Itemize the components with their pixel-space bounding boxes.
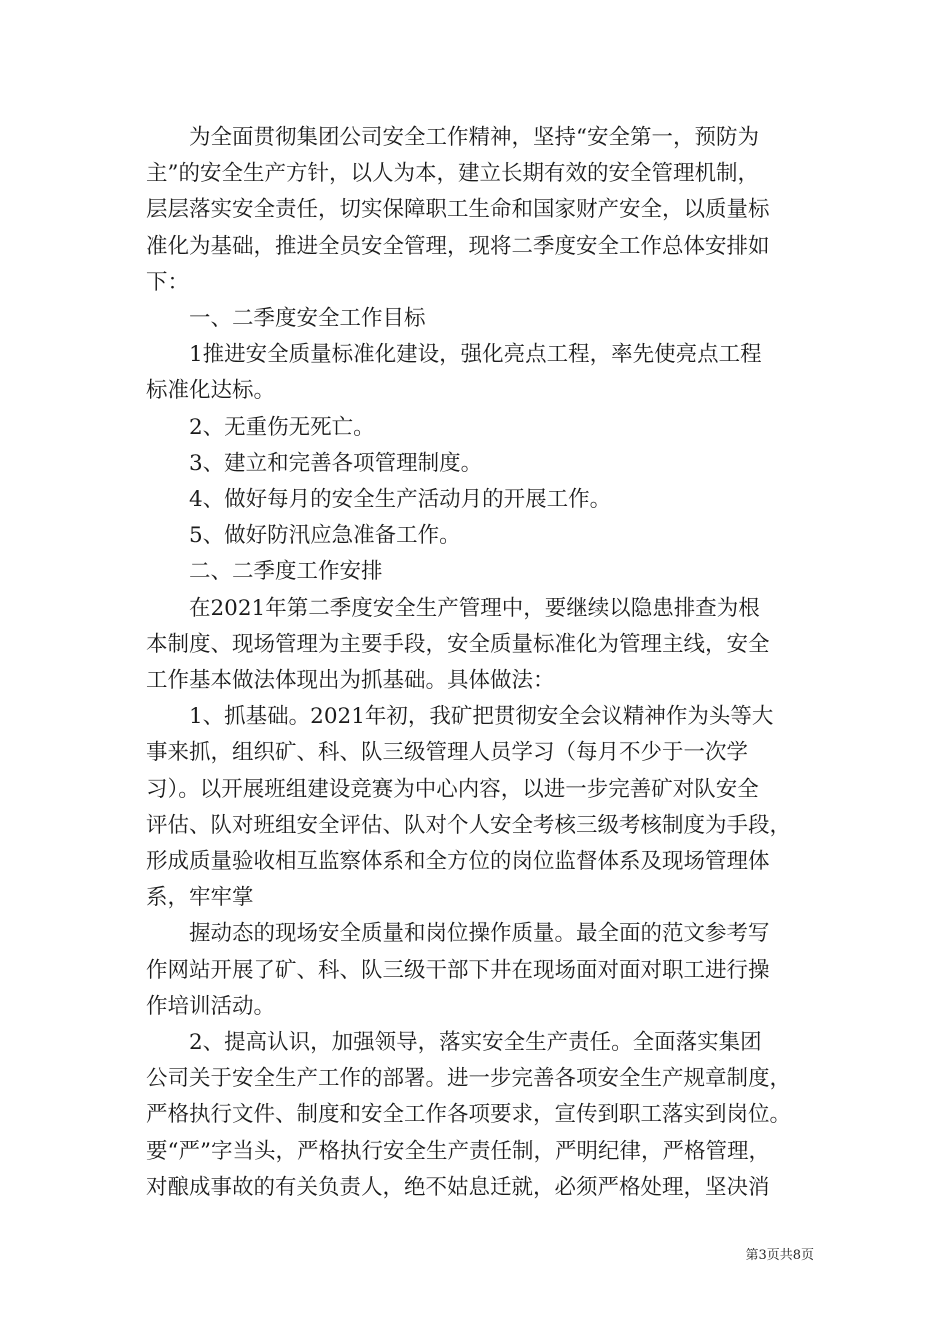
text-line: 系，牢牢掌 (146, 885, 254, 911)
page-number: 第3页共8页 (745, 1248, 814, 1263)
text-line: 形成质量验收相互监察体系和全方位的岗位监督体系及现场管理体 (146, 849, 770, 875)
text-line: 1推进安全质量标准化建设，强化亮点工程，率先使亮点工程 (189, 342, 762, 368)
text-line: 本制度、现场管理为主要手段，安全质量标准化为管理主线，安全 (146, 631, 770, 657)
paragraph-arrangements-intro (146, 591, 814, 700)
text-line: 准化为基础，推进全员安全管理，现将二季度安全工作总体安排如 (146, 233, 770, 259)
text-line: 严格执行文件、制度和安全工作各项要求，宣传到职工落实到岗位。 (146, 1102, 792, 1128)
text-line: 作网站开展了矿、科、队三级干部下井在现场面对面对职工进行操 (146, 957, 770, 983)
text-line: 下： (146, 269, 190, 295)
goal-item-1 (146, 337, 814, 409)
goal-item-5: 5、做好防汛应急准备工作。 (189, 523, 461, 549)
text-line: 公司关于安全生产工作的部署。进一步完善各项安全生产规章制度， (146, 1066, 792, 1092)
text-line: 层层落实安全责任，切实保障职工生命和国家财产安全，以质量标 (146, 197, 770, 223)
text-line: 对酿成事故的有关负责人，绝不姑息迁就，必须严格处理，坚决消 (146, 1174, 770, 1200)
paragraph-intro (146, 120, 814, 301)
text-line: 握动态的现场安全质量和岗位操作质量。最全面的范文参考写 (189, 921, 770, 947)
text-line: 作培训活动。 (146, 993, 276, 1019)
document-body (146, 120, 814, 1206)
text-line: 习）。以开展班组建设竞赛为中心内容，以进一步完善矿对队安全 (146, 776, 759, 802)
text-line: 评估、队对班组安全评估、队对个人安全考核三级考核制度为手段， (146, 812, 792, 838)
goal-item-4: 4、做好每月的安全生产活动月的开展工作。 (189, 487, 612, 513)
text-line: 1、抓基础。2021年初，我矿把贯彻安全会议精神作为头等大 (189, 704, 774, 730)
text-line: 要“严”字当头，严格执行安全生产责任制，严明纪律，严格管理， (146, 1138, 770, 1164)
text-line: 标准化达标。 (146, 378, 276, 404)
goal-item-3: 3、建立和完善各项管理制度。 (189, 450, 483, 476)
text-line: 2、提高认识，加强领导，落实安全生产责任。全面落实集团 (189, 1030, 762, 1056)
section-heading-arrangements: 二、二季度工作安排 (189, 559, 383, 585)
goal-item-2: 2、无重伤无死亡。 (189, 414, 375, 440)
paragraph-continuation (146, 916, 814, 1025)
text-line: 为全面贯彻集团公司安全工作精神，坚持“安全第一，预防为 (189, 125, 759, 150)
arrangement-item-1 (146, 699, 814, 916)
section-heading-goals: 一、二季度安全工作目标 (189, 306, 426, 332)
text-line: 在2021年第二季度安全生产管理中，要继续以隐患排查为根 (189, 595, 760, 621)
arrangement-item-2 (146, 1025, 814, 1206)
text-line: 主”的安全生产方针，以人为本，建立长期有效的安全管理机制， (146, 161, 759, 187)
text-line: 工作基本做法体现出为抓基础。具体做法： (146, 668, 555, 694)
text-line: 事来抓，组织矿、科、队三级管理人员学习（每月不少于一次学 (146, 740, 749, 766)
